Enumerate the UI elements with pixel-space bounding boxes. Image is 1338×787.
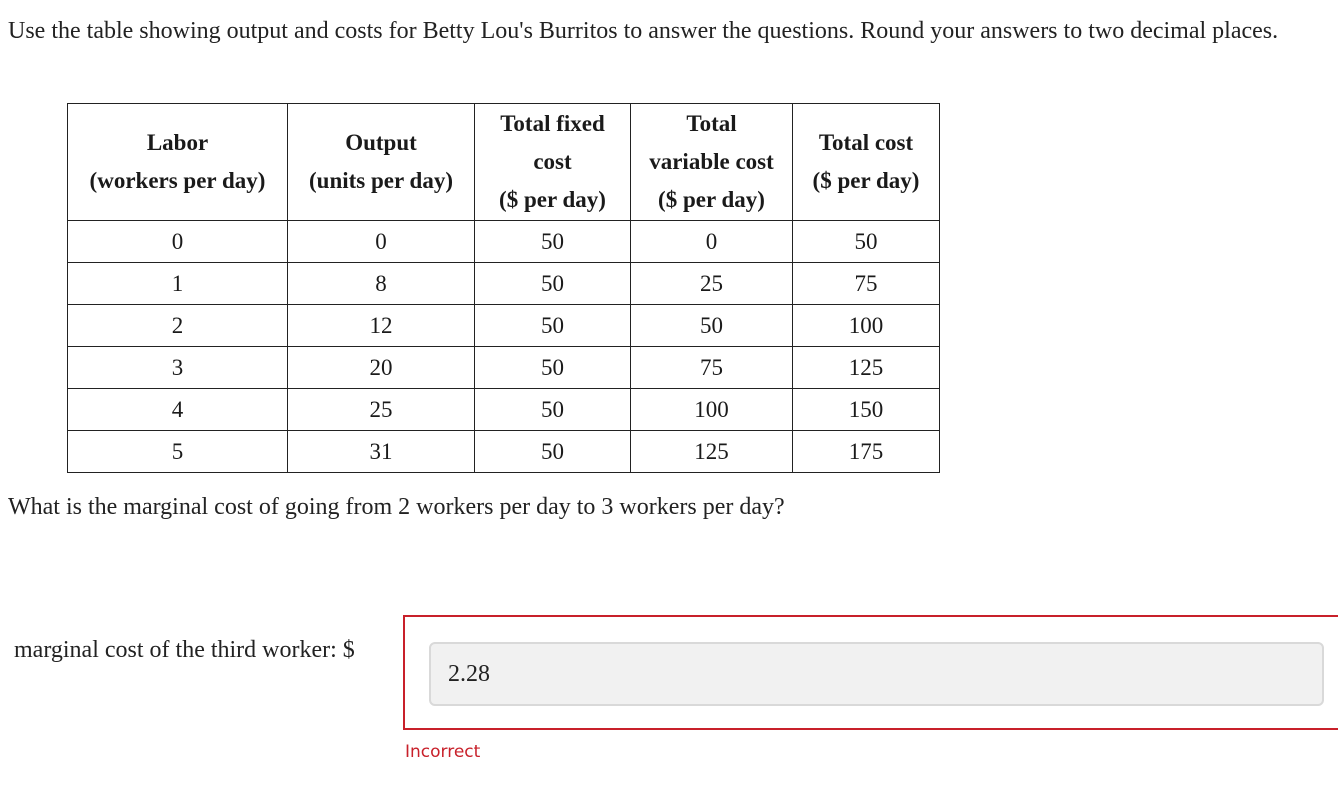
cell-total-fixed-cost: 50: [475, 305, 631, 347]
header-tvc-line3: ($ per day): [658, 187, 765, 212]
cell-total-fixed-cost: 50: [475, 347, 631, 389]
header-tvc-line1: Total: [686, 111, 737, 136]
cell-total-variable-cost: 75: [631, 347, 793, 389]
table-row: [68, 347, 940, 389]
marginal-cost-input[interactable]: [429, 642, 1324, 706]
header-output: [288, 104, 475, 221]
cell-output: 0: [288, 221, 475, 263]
cell-total-cost: 50: [793, 221, 940, 263]
cell-total-cost: 100: [793, 305, 940, 347]
header-labor-line2: (workers per day): [89, 168, 266, 193]
cell-labor: 3: [68, 347, 288, 389]
cell-total-cost: 125: [793, 347, 940, 389]
cell-total-variable-cost: 125: [631, 431, 793, 473]
header-tfc-line2: cost: [533, 149, 572, 174]
cell-labor: 1: [68, 263, 288, 305]
cell-output: 8: [288, 263, 475, 305]
header-labor: [68, 104, 288, 221]
table-row: [68, 221, 940, 263]
cell-total-fixed-cost: 50: [475, 263, 631, 305]
cell-labor: 5: [68, 431, 288, 473]
header-tfc-line3: ($ per day): [499, 187, 606, 212]
cell-total-variable-cost: 25: [631, 263, 793, 305]
instructions-text: Use the table showing output and costs for Betty Lou's Burritos to answer the questions. Round your answers to two decimal places.: [8, 18, 1279, 44]
table-header-row: [68, 104, 940, 221]
table-row: [68, 389, 940, 431]
cell-total-fixed-cost: 50: [475, 431, 631, 473]
cell-total-variable-cost: 0: [631, 221, 793, 263]
cell-total-fixed-cost: 50: [475, 389, 631, 431]
cell-total-variable-cost: 50: [631, 305, 793, 347]
header-tfc-line1: Total fixed: [500, 111, 605, 136]
cell-labor: 0: [68, 221, 288, 263]
header-total-cost: [793, 104, 940, 221]
cell-total-cost: 150: [793, 389, 940, 431]
cell-labor: 2: [68, 305, 288, 347]
cost-table: [67, 103, 940, 473]
header-total-fixed-cost: [475, 104, 631, 221]
cell-total-cost: 75: [793, 263, 940, 305]
table-row: [68, 263, 940, 305]
question-text: What is the marginal cost of going from 2 workers per day to 3 workers per day?: [8, 494, 785, 520]
header-tc-line2: ($ per day): [812, 168, 920, 193]
header-output-line2: (units per day): [309, 168, 453, 193]
table-row: [68, 305, 940, 347]
cell-output: 25: [288, 389, 475, 431]
header-tc-line1: Total cost: [818, 130, 914, 155]
cell-total-cost: 175: [793, 431, 940, 473]
header-total-variable-cost: [631, 104, 793, 221]
incorrect-feedback: Incorrect: [405, 742, 481, 762]
cell-output: 20: [288, 347, 475, 389]
header-tvc-line2: variable cost: [649, 149, 774, 174]
header-output-line1: Output: [345, 130, 417, 155]
cell-total-variable-cost: 100: [631, 389, 793, 431]
header-labor-line1: Labor: [146, 130, 209, 155]
cell-labor: 4: [68, 389, 288, 431]
cell-output: 12: [288, 305, 475, 347]
cell-total-fixed-cost: 50: [475, 221, 631, 263]
answer-label: marginal cost of the third worker: $: [14, 637, 355, 663]
cell-output: 31: [288, 431, 475, 473]
table-row: [68, 431, 940, 473]
